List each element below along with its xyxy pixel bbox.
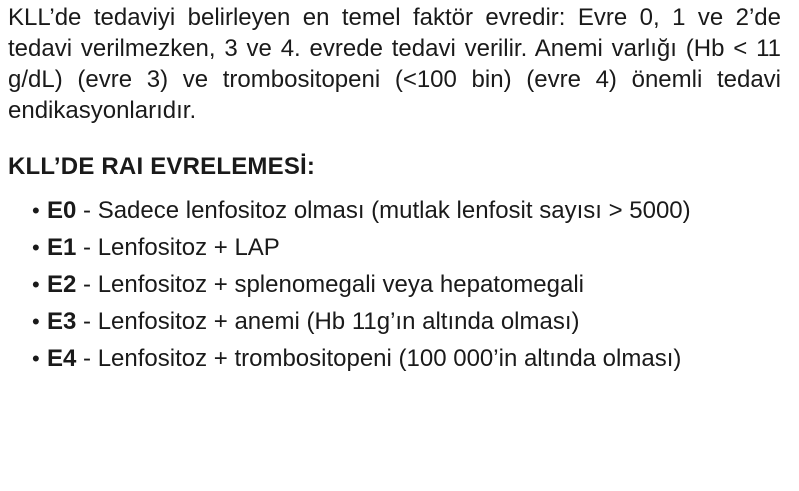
stage-description: - Lenfositoz + anemi (Hb 11g’ın altında olması) bbox=[76, 308, 580, 335]
stage-description: - Lenfositoz + trombositopeni (100 000’in altında olması) bbox=[76, 345, 682, 372]
list-item-stage-e3 bbox=[32, 307, 781, 337]
bullet-icon: • bbox=[32, 346, 40, 371]
bullet-icon: • bbox=[32, 272, 40, 297]
stage-code: E0 bbox=[47, 197, 77, 224]
bullet-icon: • bbox=[32, 198, 40, 223]
intro-paragraph: KLL’de tedaviyi belirleyen en temel faktör evredir: Evre 0, 1 ve 2’de tedavi verilmezken, 3 ve 4. evrede tedavi verilir. Anemi varlığı (Hb < 11 g/dL) (evre 3) ve trombositopeni (<100 bin) (evre 4) önemli tedavi endikasyonlarıdır. bbox=[8, 4, 781, 124]
stage-code: E4 bbox=[47, 345, 77, 372]
list-item-stage-e0 bbox=[32, 196, 781, 226]
stage-code: E3 bbox=[47, 308, 77, 335]
stage-description: - Sadece lenfositoz olması (mutlak lenfosit sayısı > 5000) bbox=[76, 197, 691, 224]
stage-code: E1 bbox=[47, 234, 77, 261]
list-item-stage-e2 bbox=[32, 270, 781, 300]
rai-stage-list bbox=[8, 196, 781, 374]
list-item-stage-e1 bbox=[32, 233, 781, 263]
bullet-icon: • bbox=[32, 235, 40, 260]
stage-code: E2 bbox=[47, 271, 77, 298]
stage-description: - Lenfositoz + splenomegali veya hepatomegali bbox=[76, 271, 585, 298]
section-heading: KLL’DE RAI EVRELEMESİ: bbox=[8, 153, 316, 180]
list-item-stage-e4 bbox=[32, 344, 781, 374]
stage-description: - Lenfositoz + LAP bbox=[76, 234, 280, 261]
bullet-icon: • bbox=[32, 309, 40, 334]
